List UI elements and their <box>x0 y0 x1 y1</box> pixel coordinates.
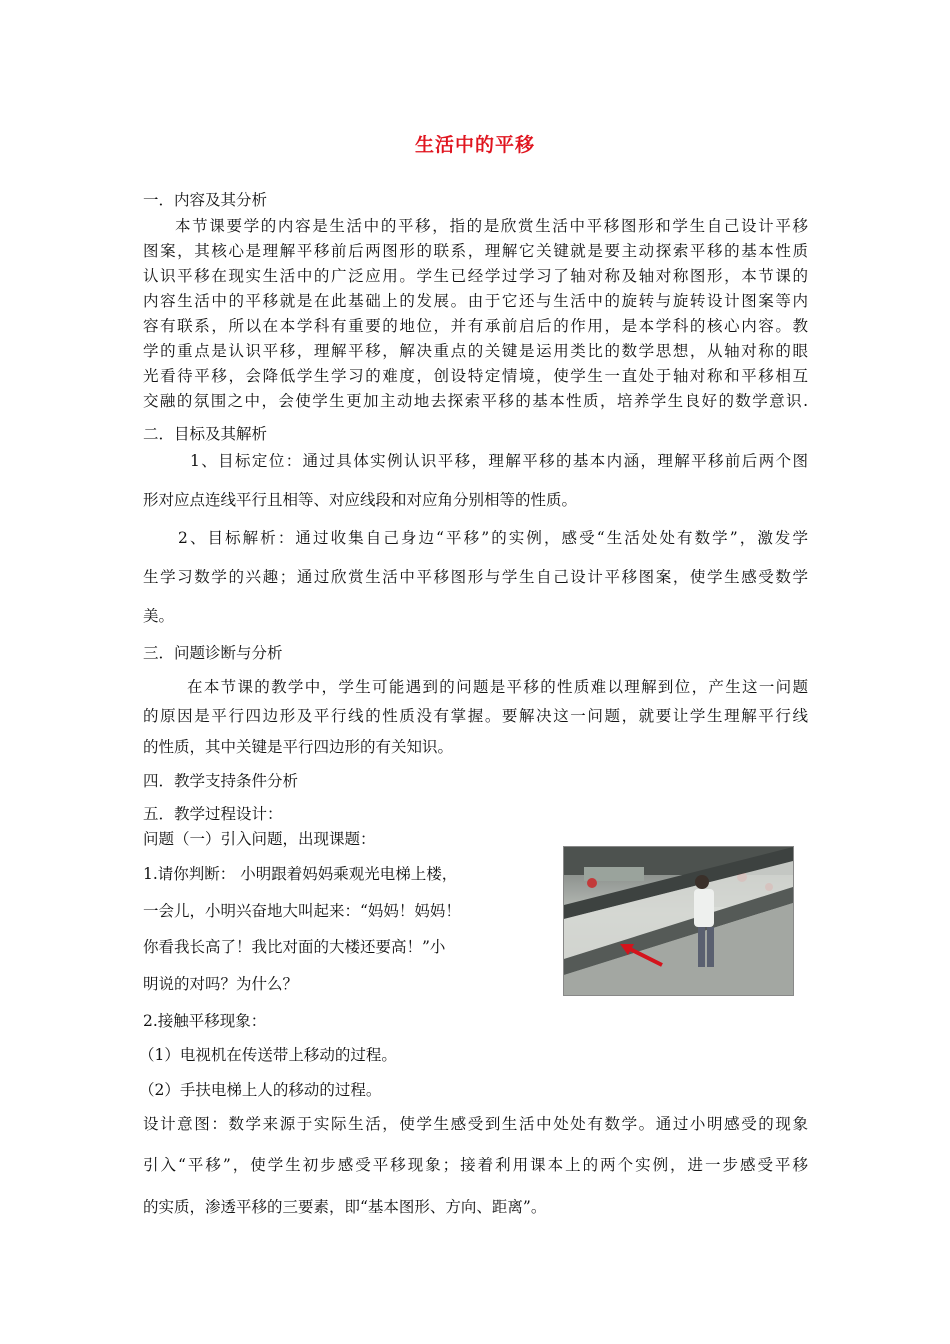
section-1-line: 光看待平移，会降低学生学习的难度，创设特定情境，使学生一直处于轴对称和平移相互 <box>143 367 808 385</box>
problem-1-title: 问题（一）引入问题，出现课题： <box>143 830 376 848</box>
section-1-line: 本节课要学的内容是生活中的平移，指的是欣赏生活中平移图形和学生自己设计平移 <box>175 217 808 235</box>
question-1-line: 1.请你判断： 小明跟着妈妈乘观光电梯上楼， <box>143 865 458 883</box>
section-2-heading: 二．目标及其解析 <box>143 425 268 443</box>
goal-1-line: 1、目标定位：通过具体实例认识平移，理解平移的基本内涵，理解平移前后两个图 <box>190 452 808 470</box>
goal-1-line: 形对应点连线平行且相等、对应线段和对应角分别相等的性质。 <box>143 491 578 509</box>
section-3-line: 的性质，其中关键是平行四边形的有关知识。 <box>143 738 454 756</box>
section-1-line: 认识平移在现实生活中的广泛应用。学生已经学过学习了轴对称及轴对称图形，本节课的 <box>143 267 808 285</box>
section-3-heading: 三．问题诊断与分析 <box>143 644 283 662</box>
question-1-line: 一会儿，小明兴奋地大叫起来：“妈妈！妈妈！ <box>143 902 461 920</box>
section-1-line: 内容生活中的平移就是在此基础上的发展。由于它还与生活中的旋转与旋转设计图案等内 <box>143 292 808 310</box>
section-1-line: 交融的氛围之中，会使学生更加主动地去探索平移的基本性质，培养学生良好的数学意识. <box>143 392 808 410</box>
section-1-line: 图案，其核心是理解平移前后两图形的联系，理解它关键就是要主动探索平移的基本性质 <box>143 242 808 260</box>
section-5-heading: 五．教学过程设计： <box>143 805 283 823</box>
question-2-title: 2.接触平移现象： <box>143 1012 267 1030</box>
question-1-line: 明说的对吗？为什么？ <box>143 975 299 993</box>
page-title: 生活中的平移 <box>414 134 535 156</box>
design-intent-line: 的实质，渗透平移的三要素，即“基本图形、方向、距离”。 <box>143 1198 547 1216</box>
section-3-line: 在本节课的教学中，学生可能遇到的问题是平移的性质难以理解到位，产生这一问题 <box>187 678 808 696</box>
section-4-heading: 四．教学支持条件分析 <box>143 772 299 790</box>
section-1-heading: 一．内容及其分析 <box>143 191 268 209</box>
goal-2-line: 生学习数学的兴趣；通过欣赏生活中平移图形与学生自己设计平移图案，使学生感受数学 <box>143 568 808 586</box>
section-1-line: 容有联系，所以在本学科有重要的地位，并有承前启后的作用，是本学科的核心内容。教 <box>143 317 808 335</box>
goal-2-line: 2、目标解析：通过收集自己身边“平移”的实例，感受“生活处处有数学”，激发学 <box>178 529 808 547</box>
design-intent-line: 引入“平移”，使学生初步感受平移现象；接着利用课本上的两个实例，进一步感受平移 <box>143 1156 808 1174</box>
design-intent-line: 设计意图：数学来源于实际生活，使学生感受到生活中处处有数学。通过小明感受的现象 <box>143 1115 808 1133</box>
phenomenon-item: （1）电视机在传送带上移动的过程。 <box>139 1046 397 1064</box>
escalator-photo <box>563 846 794 996</box>
question-1-line: 你看我长高了！我比对面的大楼还要高！”小 <box>143 938 446 956</box>
goal-2-line: 美。 <box>143 607 175 625</box>
section-3-line: 的原因是平行四边形及平行线的性质没有掌握。要解决这一问题，就要让学生理解平行线 <box>143 707 808 725</box>
section-1-line: 学的重点是认识平移，理解平移，解决重点的关键是运用类比的数学思想，从轴对称的眼 <box>143 342 808 360</box>
phenomenon-item: （2）手扶电梯上人的移动的过程。 <box>139 1081 382 1099</box>
